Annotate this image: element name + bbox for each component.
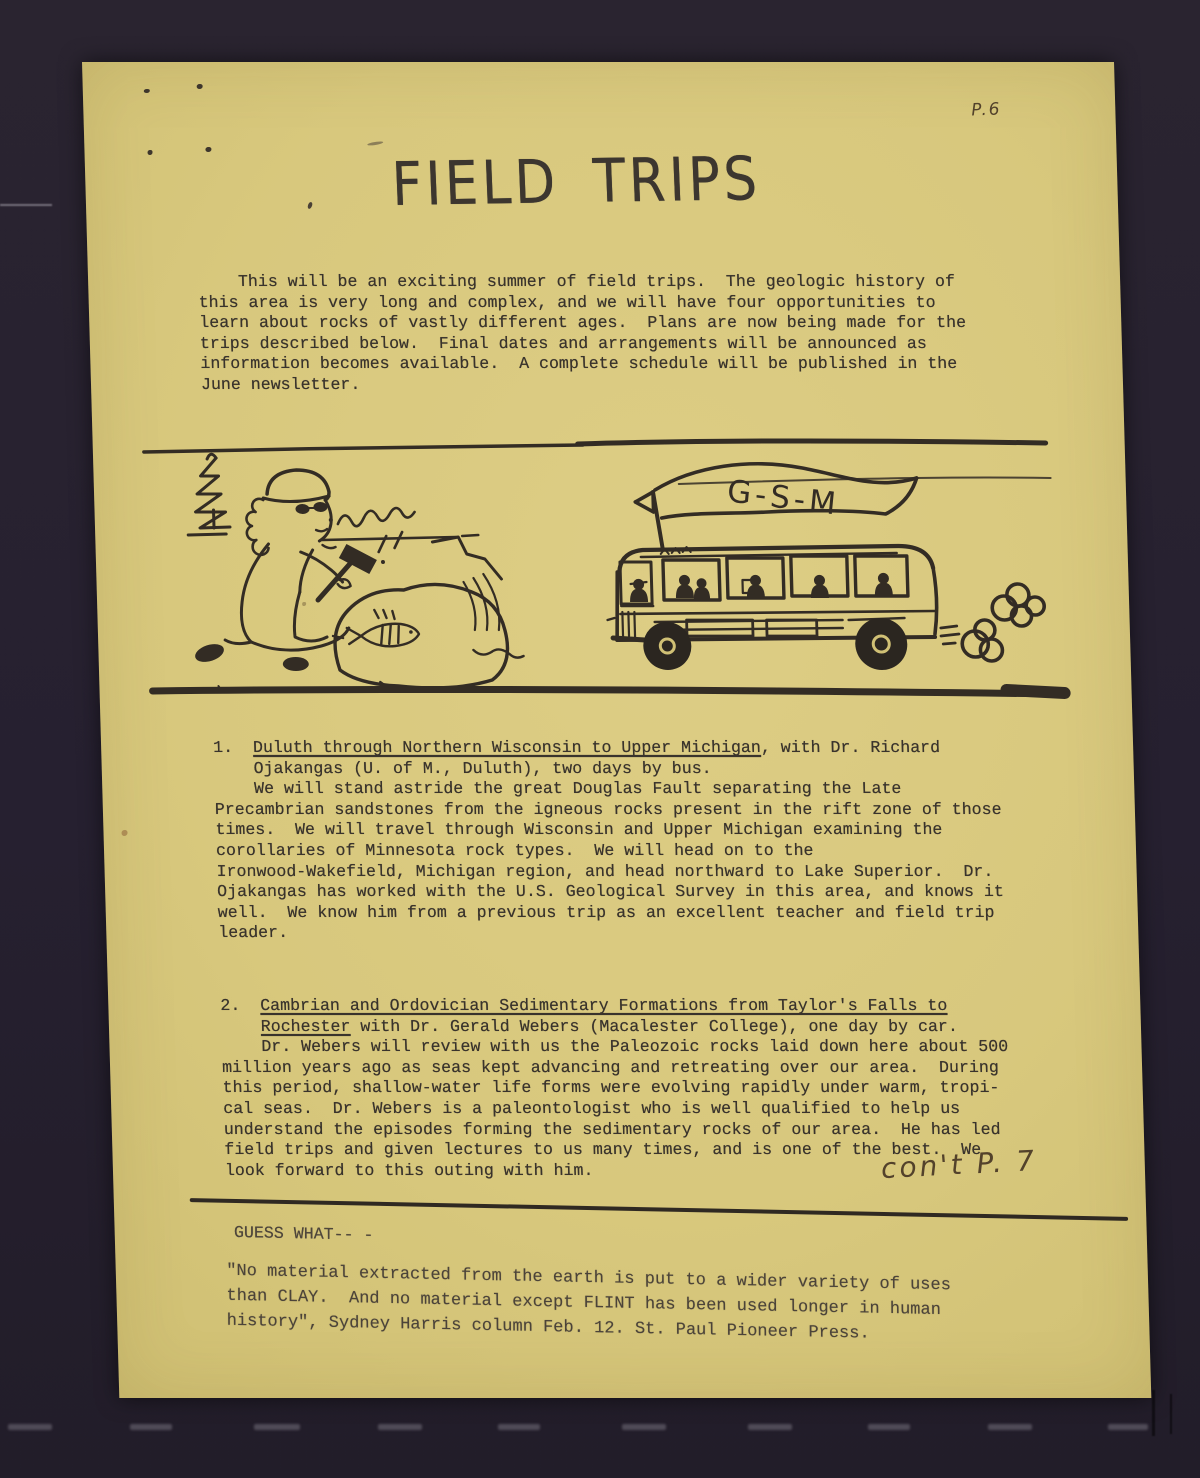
film-mark bbox=[8, 1424, 52, 1430]
bus-flag-text: G-S-M bbox=[725, 473, 842, 523]
guess-what-quote: "No material extracted from the earth is put to a wider variety of uses than CLAY. And no material except FLINT has been used longer in human history", Sydney Harris column Feb. 12. St. Paul Pioneer Press. bbox=[226, 1261, 951, 1344]
film-mark bbox=[622, 1424, 666, 1430]
scanned-page bbox=[82, 62, 1151, 1398]
exhaust-clouds bbox=[940, 584, 1046, 661]
film-scratch bbox=[0, 204, 52, 206]
fossil-rock-drawing bbox=[332, 584, 509, 688]
paper-speck bbox=[205, 147, 211, 152]
film-streak bbox=[1170, 1394, 1172, 1434]
trip-item-2: 2. Cambrian and Ordovician Sedimentary Formations from Taylor's Falls to Rochester with Dr. Gerald Webers (Macalester College), one day by car. Dr. Webers will review with us the Paleozoic rocks laid down here about 500 million years ago as seas kept advancing and retreating over our area. During this period, shallow-water life forms were evolving rapidly under warm, tropi- cal seas. Dr. Webers is a paleontologist who is well qualified to help us understand the episodes forming the sedimentary rocks of our area. He has led field trips and given lectures to us many times, and is one of the best. We look forward to this outing with him. bbox=[220, 996, 1009, 1180]
film-mark bbox=[378, 1424, 422, 1430]
guess-what-heading: GUESS WHAT-- - bbox=[233, 1222, 374, 1245]
trip-item-1: 1. Duluth through Northern Wisconsin to Upper Michigan, with Dr. Richard Ojakangas (U. of M., Duluth), two days by bus. We will stand astride the great Douglas Fault separating the Late Precambrian sandstones from the igneous rocks present in the rift zone of those times. We will travel through Wisconsin and Upper Michigan examining the corollaries of Minnesota rock types. We will head on to the Ironwood-Wakefield, Michigan region, and head northward to Lake Superior. Dr. Ojakangas has worked with the U.S. Geological Survey in this area, and knows it well. We know him from a previous trip as an excellent teacher and field trip leader. bbox=[212, 738, 1005, 943]
geologist-drawing bbox=[188, 470, 406, 671]
ledge-drawing bbox=[432, 537, 523, 658]
bus-wheels bbox=[643, 618, 908, 670]
bus-drawing bbox=[603, 464, 1046, 670]
bus-passengers bbox=[629, 573, 893, 602]
page-title: FIELD TRIPS bbox=[390, 144, 762, 220]
film-streak bbox=[1152, 1390, 1155, 1436]
divider-rule-bottom bbox=[152, 686, 1064, 694]
guess-what-section bbox=[188, 1198, 1140, 1432]
paper-speck bbox=[147, 150, 152, 155]
pine-tree-drawing bbox=[186, 454, 230, 535]
film-mark bbox=[130, 1424, 172, 1430]
paper-speck bbox=[197, 84, 203, 89]
paper-speck bbox=[144, 89, 150, 93]
film-mark bbox=[498, 1424, 540, 1430]
handwritten-continuation-note: con't P. 7 bbox=[879, 1143, 1039, 1186]
film-mark bbox=[254, 1424, 300, 1430]
section-divider-rule bbox=[190, 1198, 1128, 1221]
bus-pennant-flag bbox=[634, 464, 918, 548]
paper-speck bbox=[121, 830, 127, 836]
page-number: P.6 bbox=[970, 99, 1003, 121]
intro-paragraph: This will be an exciting summer of field trips. The geologic history of this area is very long and complex, and we will have four opportunities to learn about rocks of vastly different ages. Plans are now being made for the trips described below. Final dates and arrangements will be announced as information becomes available. A complete schedule will be published in the June newsletter. bbox=[197, 272, 967, 394]
paper-speck bbox=[367, 141, 383, 146]
field-trips-cartoon bbox=[137, 432, 1075, 702]
paper-speck bbox=[307, 202, 313, 210]
